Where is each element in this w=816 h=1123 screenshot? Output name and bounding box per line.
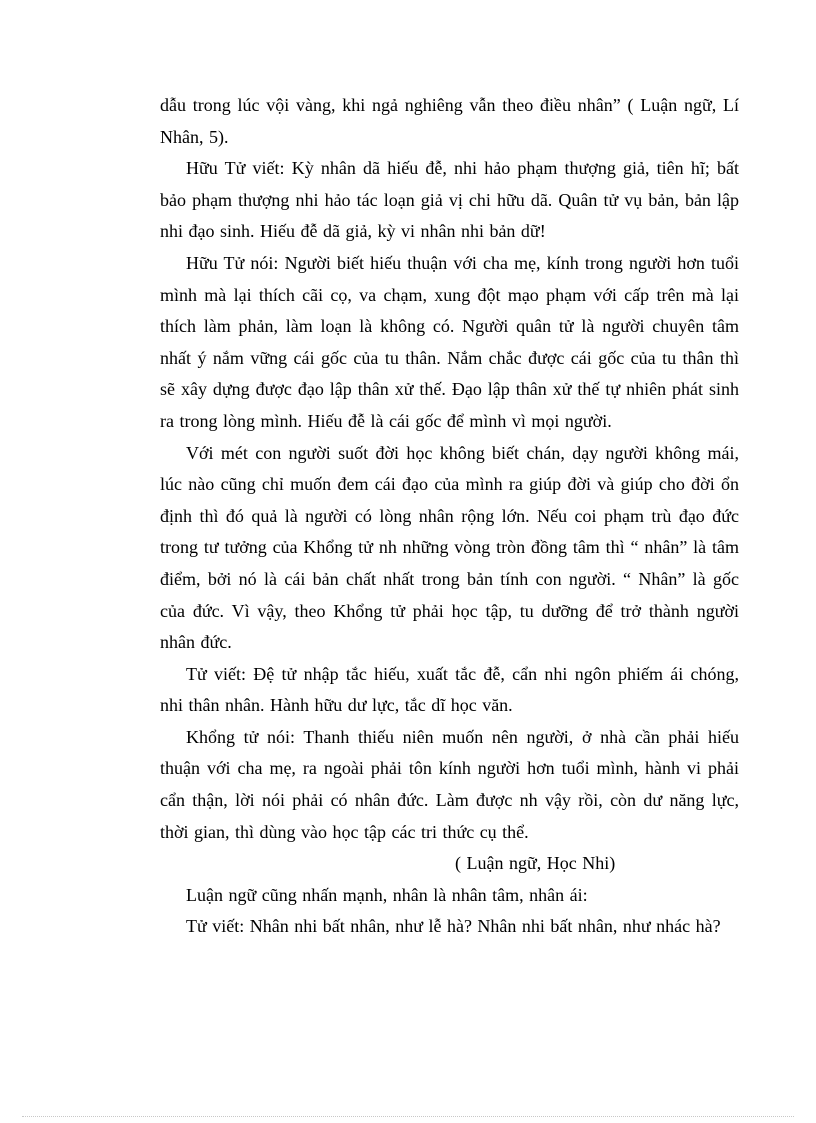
paragraph-huu-tu-noi: Hữu Tử nói: Người biết hiếu thuận với cha mẹ, kính trong người hơn tuổi mình mà lại thích cãi cọ, va chạm, xung đột mạo phạm với cấp trên mà lại thích làm phản, làm loạn là không có. Người quân tử là người chuyên tâm nhất ý nắm vững cái gốc của tu thân. Nắm chắc được cái gốc của tu thân thì sẽ xây dựng được đạo lập thân xử thế. Đạo lập thân xử thế tự nhiên phát sinh ra trong lòng mình. Hiếu đễ là cái gốc để mình vì mọi người. xyxy=(160,252,739,431)
paragraph-tu-viet-nhan-nhi-bat-nhan: Tử viết: Nhân nhi bất nhân, như lễ hà? Nhân nhi bất nhân, như nhác hà? xyxy=(186,916,721,937)
citation-luan-ngu-hoc-nhi: ( Luận ngữ, Học Nhi) xyxy=(455,853,616,874)
paragraph-huu-tu-viet: Hữu Tử viết: Kỳ nhân dã hiếu đễ, nhi hảo phạm thượng giả, tiên hĩ; bất bảo phạm thượng nhi hảo tác loạn giả vị chi hữu dã. Quân tử vụ bản, bản lập nhi đạo sinh. Hiếu đễ dã giả, kỳ vi nhân nhi bản dữ! xyxy=(160,158,739,242)
paragraph-luan-ngu-nhan-manh: Luận ngữ cũng nhấn mạnh, nhân là nhân tâm, nhân ái: xyxy=(186,884,588,905)
paragraph-continuation: dẫu trong lúc vội vàng, khi ngả nghiêng vẫn theo điều nhân” ( Luận ngữ, Lí Nhân, 5). xyxy=(160,95,739,147)
paragraph-tu-viet-de-tu: Tử viết: Đệ tử nhập tắc hiếu, xuất tắc đễ, cẩn nhi ngôn phiếm ái chóng, nhi thân nhân. Hành hữu dư lực, tắc dĩ học văn. xyxy=(160,663,739,716)
paragraph-khong-tu-noi: Khổng tử nói: Thanh thiếu niên muốn nên người, ở nhà cần phải hiếu thuận với cha mẹ, ra ngoài phải tôn kính người hơn tuổi mình, hành vi phải cẩn thận, lời nói phải có nhân đức. Làm được nh vậy rồi, còn dư năng lực, thời gian, thì dùng vào học tập các tri thức cụ thể. xyxy=(160,726,739,842)
page-bottom-divider xyxy=(22,1116,794,1117)
document-body xyxy=(160,90,739,943)
paragraph-nhan-tam-diem: Với mét con người suốt đời học không biết chán, dạy người không mái, lúc nào cũng chỉ muốn đem cái đạo của mình ra giúp đời và giúp cho đời ổn định thì đó quả là người có lòng nhân rộng lớn. Nếu coi phạm trù đạo đức trong tư tưởng của Khổng tử nh những vòng tròn đồng tâm thì “ nhân” là tâm điểm, bởi nó là cái bản chất nhất trong bản tính con người. “ Nhân” là gốc của đức. Vì vậy, theo Khổng tử phải học tập, tu dưỡng để trở thành người nhân đức. xyxy=(160,442,739,653)
